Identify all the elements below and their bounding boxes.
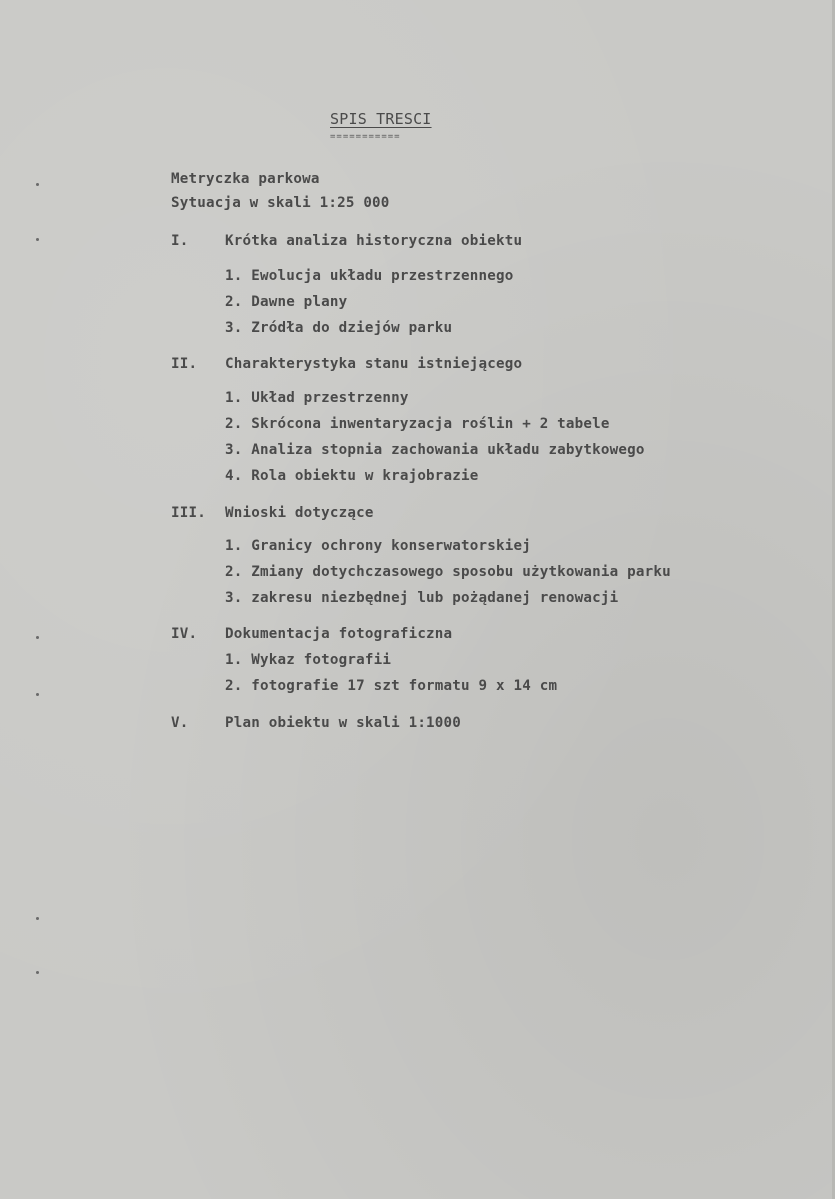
- section-heading: Wnioski dotyczące: [225, 505, 374, 521]
- section-numeral: III.: [171, 505, 206, 521]
- section-item: 4. Rola obiektu w krajobrazie: [225, 468, 479, 484]
- section-numeral: V.: [171, 715, 189, 731]
- section-item: 2. Dawne plany: [225, 294, 348, 310]
- section-item: 1. Ewolucja układu przestrzennego: [225, 268, 514, 284]
- section-heading: Charakterystyka stanu istniejącego: [225, 356, 523, 372]
- section-item: 1. Wykaz fotografii: [225, 652, 392, 668]
- section-item: 3. Analiza stopnia zachowania układu zabytkowego: [225, 442, 645, 458]
- section-heading: Dokumentacja fotograficzna: [225, 626, 453, 642]
- section-item: 2. fotografie 17 szt formatu 9 x 14 cm: [225, 678, 558, 694]
- page-title: SPIS TRESCI: [330, 110, 432, 128]
- margin-mark: [36, 693, 39, 696]
- section-numeral: II.: [171, 356, 198, 372]
- margin-mark: [36, 917, 39, 920]
- margin-mark: [36, 183, 39, 186]
- section-item: 1. Układ przestrzenny: [225, 390, 409, 406]
- intro-line-metryczka: Metryczka parkowa: [171, 171, 320, 187]
- section-numeral: IV.: [171, 626, 198, 642]
- section-item: 2. Skrócona inwentaryzacja roślin + 2 tabele: [225, 416, 610, 432]
- section-item: 3. zakresu niezbędnej lub pożądanej renowacji: [225, 590, 619, 606]
- section-item: 2. Zmiany dotychczasowego sposobu użytkowania parku: [225, 564, 671, 580]
- title-underline-rule: ===========: [330, 132, 401, 142]
- intro-line-sytuacja: Sytuacja w skali 1:25 000: [171, 195, 390, 211]
- section-numeral: I.: [171, 233, 189, 249]
- margin-mark: [36, 238, 39, 241]
- section-heading: Plan obiektu w skali 1:1000: [225, 715, 462, 731]
- section-item: 1. Granicy ochrony konserwatorskiej: [225, 538, 531, 554]
- margin-mark: [36, 636, 39, 639]
- section-item: 3. Zródła do dziejów parku: [225, 320, 453, 336]
- section-heading: Krótka analiza historyczna obiektu: [225, 233, 523, 249]
- margin-mark: [36, 971, 39, 974]
